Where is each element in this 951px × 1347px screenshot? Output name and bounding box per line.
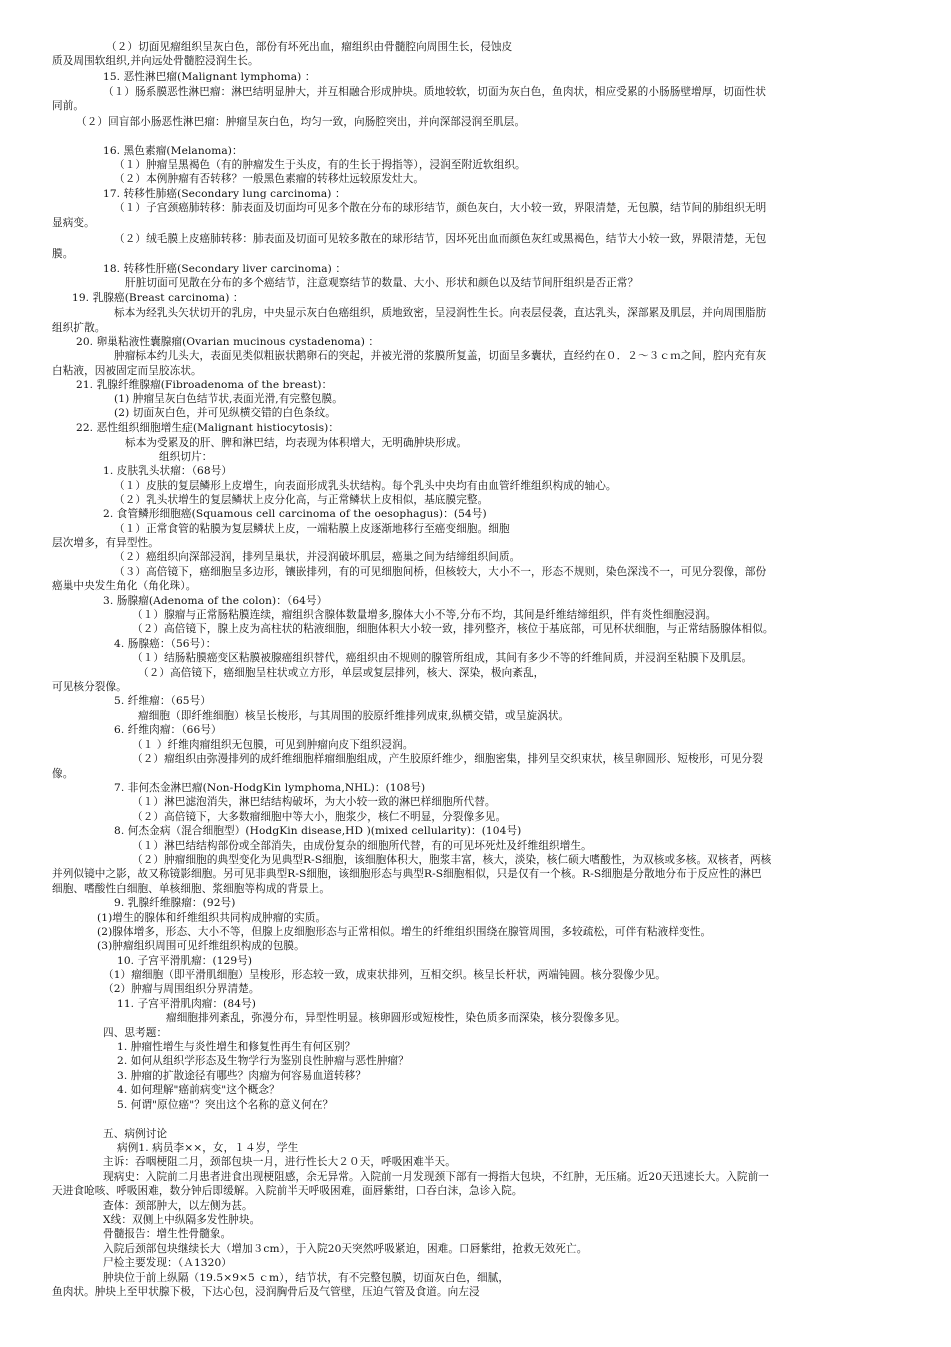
text-line: （1）瘤细胞（即平滑肌细胞）呈梭形，形态较一致，成束状排列，互相交织。核呈长杆状，两端钝圆。核分裂像少见。 <box>103 969 666 981</box>
text-line: （１）淋巴结结构部份或全部消失，由成份复杂的细胞所代替，有的可见坏死灶及纤维组织增生。 <box>132 840 592 852</box>
section-heading: 20. 卵巢粘液性囊腺瘤(Ovarian mucinous cystadenoma) ： <box>76 336 380 348</box>
text-line: 瘤细胞（即纤维细胞）核呈长梭形，与其周围的胶原纤维排列成束,纵横交错，或呈旋涡状。 <box>138 710 570 722</box>
text-line: 可见核分裂像。 <box>52 681 127 693</box>
text-line: （２）高倍镜下，大多数瘤细胞中等大小，胞浆少，核仁不明显，分裂像多见。 <box>132 811 507 823</box>
section-heading: 11. 子宫平滑肌肉瘤：(84号) <box>117 998 257 1010</box>
text-line: 质及周围软组织,并向远处骨髓腔浸润生长。 <box>52 55 259 67</box>
question-item: 1. 肿瘤性增生与炎性增生和修复性再生有何区别？ <box>117 1041 356 1053</box>
text-line: 癌巢中央发生角化（角化珠）。 <box>52 580 197 592</box>
text-line: （２）癌组织向深部浸润，排列呈巢状，并浸润破坏肌层，癌巢之间为结缔组织间质。 <box>114 551 521 563</box>
text-line: (3)肿瘤组织周围可见纤维组织构成的包膜。 <box>97 940 305 952</box>
text-line: 查体：颈部肿大，以左侧为甚。 <box>103 1200 253 1212</box>
section-heading: 1. 皮肤乳头状瘤：（68号） <box>103 465 233 477</box>
text-line: 鱼肉状。肿块上至甲状腺下极，下达心包，浸润胸骨后及气管壁，压迫气管及食道。向左浸 <box>52 1286 480 1298</box>
text-line: 瘤细胞排列紊乱，弥漫分布，异型性明显。核卵圆形或短梭性，染色质多而深染，核分裂像多见。 <box>166 1012 626 1024</box>
text-line: 肿块位于前上纵隔（19.5×9×5 ｃm），结节状，有不完整包膜，切面灰白色，细腻， <box>103 1272 510 1284</box>
text-line: 现病史：入院前二月患者进食出现梗阻感，余无异常。入院前一月发现颈下部有一拇指大包块，不红肿，无压痛。近20天迅速长大。入院前一 <box>103 1171 769 1183</box>
question-item: 2. 如何从组织学形态及生物学行为鉴别良性肿瘤与恶性肿瘤？ <box>117 1055 409 1067</box>
text-line: （１）肠系膜恶性淋巴瘤：淋巴结明显肿大，并互相融合形成肿块。质地较软，切面为灰白色，鱼肉状，相应受累的小肠肠壁增厚，切面性状 <box>103 86 767 98</box>
text-line: （２）回盲部小肠恶性淋巴瘤：肿瘤呈灰白色，均匀一致，向肠腔突出，并向深部浸润至肌层。 <box>76 116 526 128</box>
text-line: （１ ）纤维肉瘤组织无包膜，可见到肿瘤向皮下组织浸润。 <box>132 739 414 751</box>
text-line: （３）高倍镜下，癌细胞呈多边形，镶嵌排列，有的可见细胞间桥，但核较大，大小不一，形态不规则，染色深浅不一，可见分裂像，部份 <box>114 566 767 578</box>
text-line: （２）本例肿瘤有否转移？一般黑色素瘤的转移灶远较原发灶大。 <box>114 173 425 185</box>
text-line: 细胞、嗜酸性白细胞、单核细胞、浆细胞等构成的背景上。 <box>52 883 331 895</box>
text-line: 并列似镜中之影，故又称镜影细胞。另可见非典型R-S细胞，该细胞形态与典型R-S细胞相似，只是仅有一个核。R-S细胞是分散地分布于反应性的淋巴 <box>52 868 762 880</box>
text-line: 组织扩散。 <box>52 322 106 334</box>
text-line: （２）切面见瘤组织呈灰白色，部份有坏死出血，瘤组织由骨髓腔向周围生长，侵蚀皮 <box>106 41 513 53</box>
subsection-heading: 五、病例讨论 <box>103 1128 168 1140</box>
question-item: 4. 如何理解"癌前病变"这个概念？ <box>117 1084 280 1096</box>
text-line: 尸检主要发现：（Ａ1320） <box>103 1257 232 1269</box>
text-line: 像。 <box>52 768 74 780</box>
text-line: 天进食呛咳、呼吸困难，数分钟后即缓解。入院前半天呼吸困难，面唇紫绀，口吞白沫，急诊入院。 <box>52 1185 523 1197</box>
text-line: 标本为经乳头矢状切开的乳房，中央显示灰白色癌组织，质地致密，呈浸润性生长。向表层侵袭，直达乳头，深部累及肌层，并向周围脂肪 <box>114 307 767 319</box>
text-line: （１）子宫颈癌肺转移：肺表面及切面均可见多个散在分布的球形结节，颜色灰白，大小较一致，界限清楚，无包膜，结节间的肺组织无明 <box>114 202 767 214</box>
section-heading: 17. 转移性肺癌(Secondary lung carcinoma) ： <box>103 188 346 200</box>
section-heading: 4. 肠腺癌：（56号）： <box>114 638 217 650</box>
text-line: 主诉：吞咽梗阻二月，颈部包块一月，进行性长大２０天，呼吸困难半天。 <box>103 1156 456 1168</box>
text-line: （１）淋巴滤泡消失，淋巴结结构破坏，为大小较一致的淋巴样细胞所代替。 <box>132 796 496 808</box>
question-item: 3. 肿瘤的扩散途径有哪些？肉瘤为何容易血道转移？ <box>117 1070 367 1082</box>
text-line: （２）乳头状增生的复层鳞状上皮分化高，与正常鳞状上皮相似，基底膜完整。 <box>114 494 489 506</box>
question-item: 5. 何谓"原位癌"？突出这个名称的意义何在？ <box>117 1099 334 1111</box>
text-line: （２）高倍镜下，腺上皮为高柱状的粘液细胞，细胞体积大小较一致，排列整齐，核位于基底部，可见杯状细胞，与正常结肠腺体相似。 <box>132 623 774 635</box>
text-line: （１）皮肤的复层鳞形上皮增生，向表面形成乳头状结构。每个乳头中央均有由血管纤维组织构成的轴心。 <box>114 480 617 492</box>
text-line: (1) 肿瘤呈灰白色结节状,表面光滑,有完整包膜。 <box>114 393 343 405</box>
text-line: 病例1. 病员李××，女，１４岁，学生 <box>117 1142 299 1154</box>
text-line: （2）肿瘤与周围组织分界清楚。 <box>103 983 260 995</box>
section-heading: 15. 恶性淋巴瘤(Malignant lymphoma) ： <box>103 71 316 83</box>
text-line: 肝脏切面可见散在分布的多个癌结节，注意观察结节的数量、大小、形状和颜色以及结节间肝组织是否正常？ <box>125 277 639 289</box>
text-line: 同前。 <box>52 100 85 112</box>
text-line: （１）腺瘤与正常肠粘膜连续，瘤组织含腺体数量增多,腺体大小不等,分布不均，其间是纤维结缔组织，伴有炎性细胞浸润。 <box>132 609 717 621</box>
text-line: （２）肿瘤细胞的典型变化为见典型R-S细胞，该细胞体积大，胞浆丰富，核大，淡染，核仁硕大嗜酸性，为双核或多核。双核者，两核 <box>132 854 772 866</box>
text-line: 白粘液，因被固定而呈胶冻状。 <box>52 365 202 377</box>
subsection-heading: 组织切片： <box>159 451 213 463</box>
section-heading: 21. 乳腺纤维腺瘤(Fibroadenoma of the breast)： <box>76 379 333 391</box>
text-line: 骨髓报告：增生性骨髓象。 <box>103 1228 232 1240</box>
text-line: （１）正常食管的粘膜为复层鳞状上皮，一端粘膜上皮逐渐地移行至癌变细胞。细胞 <box>114 523 510 535</box>
section-heading: 16. 黑色素瘤(Melanoma)： <box>103 145 243 157</box>
text-line: （１）结肠粘膜癌变区粘膜被腺癌组织替代，癌组织由不规则的腺管所组成，其间有多少不等的纤维间质，并浸润至粘膜下及肌层。 <box>132 652 753 664</box>
section-heading: 22. 恶性组织细胞增生症(Malignant histiocytosis)： <box>76 422 340 434</box>
text-line: 层次增多，有异型性。 <box>52 537 159 549</box>
text-line: (2)腺体增多，形态、大小不等，但腺上皮细胞形态与正常相似。增生的纤维组织围绕在腺管周围，多较疏松，可伴有粘液样变性。 <box>97 926 712 938</box>
section-heading: 5. 纤维瘤：（65号） <box>114 695 212 707</box>
section-heading: 2. 食管鳞形细胞癌(Squamous cell carcinoma of the oesophagus)：(54号) <box>103 508 487 520</box>
section-heading: 10. 子宫平滑肌瘤：(129号) <box>117 955 253 967</box>
text-line: (1)增生的腺体和纤维组织共同构成肿瘤的实质。 <box>97 912 327 924</box>
text-line: 显病变。 <box>52 217 95 229</box>
text-line: 标本为受累及的肝、脾和淋巴结，均表现为体积增大，无明确肿块形成。 <box>125 437 468 449</box>
section-heading: 19. 乳腺癌(Breast carcinoma) ： <box>72 292 244 304</box>
section-heading: 9. 乳腺纤维腺瘤：(92号) <box>114 897 236 909</box>
section-heading: 3. 肠腺瘤(Adenoma of the colon)：（64号） <box>103 595 328 607</box>
text-line: （２）高倍镜下，癌细胞呈柱状或立方形，单层或复层排列，核大、深染，极向紊乱， <box>138 667 545 679</box>
section-heading: 7. 非何杰金淋巴瘤(Non-HodgKin lymphoma,NHL)：(108号) <box>114 782 426 794</box>
section-heading: 8. 何杰金病（混合细胞型）(HodgKin disease,HD )(mixed cellularity)：(104号) <box>114 825 522 837</box>
section-heading: 18. 转移性肝癌(Secondary liver carcinoma) ： <box>103 263 347 275</box>
text-line: （１）肿瘤呈黑褐色（有的肿瘤发生于头皮，有的生长于拇指等），浸润至附近软组织。 <box>114 159 526 171</box>
text-line: 肿瘤标本约儿头大，表面见类似粗嵌状鹅卵石的突起，并被光滑的浆膜所复盖，切面呈多囊状，直经约在０．２～３ｃｍ之间，腔内充有灰 <box>114 350 767 362</box>
text-line: (2) 切面灰白色，并可见纵横交错的白色条纹。 <box>114 407 336 419</box>
text-line: （２）瘤组织由弥漫排列的成纤维细胞样瘤细胞组成，产生胶原纤维少，细胞密集，排列呈交织束状，核呈卵圆形、短梭形，可见分裂 <box>132 753 763 765</box>
text-line: X线：双侧上中纵隔多发性肿块。 <box>103 1214 261 1226</box>
subsection-heading: 四、思考题： <box>103 1027 168 1039</box>
text-line: 膜。 <box>52 248 74 260</box>
text-line: 入院后颈部包块继续长大（增加３cm），于入院20天突然呼吸紧迫，困难。口唇紫绀，抢救无效死亡。 <box>103 1243 588 1255</box>
text-line: （２）绒毛膜上皮癌肺转移：肺表面及切面可见较多散在的球形结节，因坏死出血而颜色灰红或黑褐色，结节大小较一致，界限清楚，无包 <box>114 233 767 245</box>
section-heading: 6. 纤维肉瘤：（66号） <box>114 724 222 736</box>
